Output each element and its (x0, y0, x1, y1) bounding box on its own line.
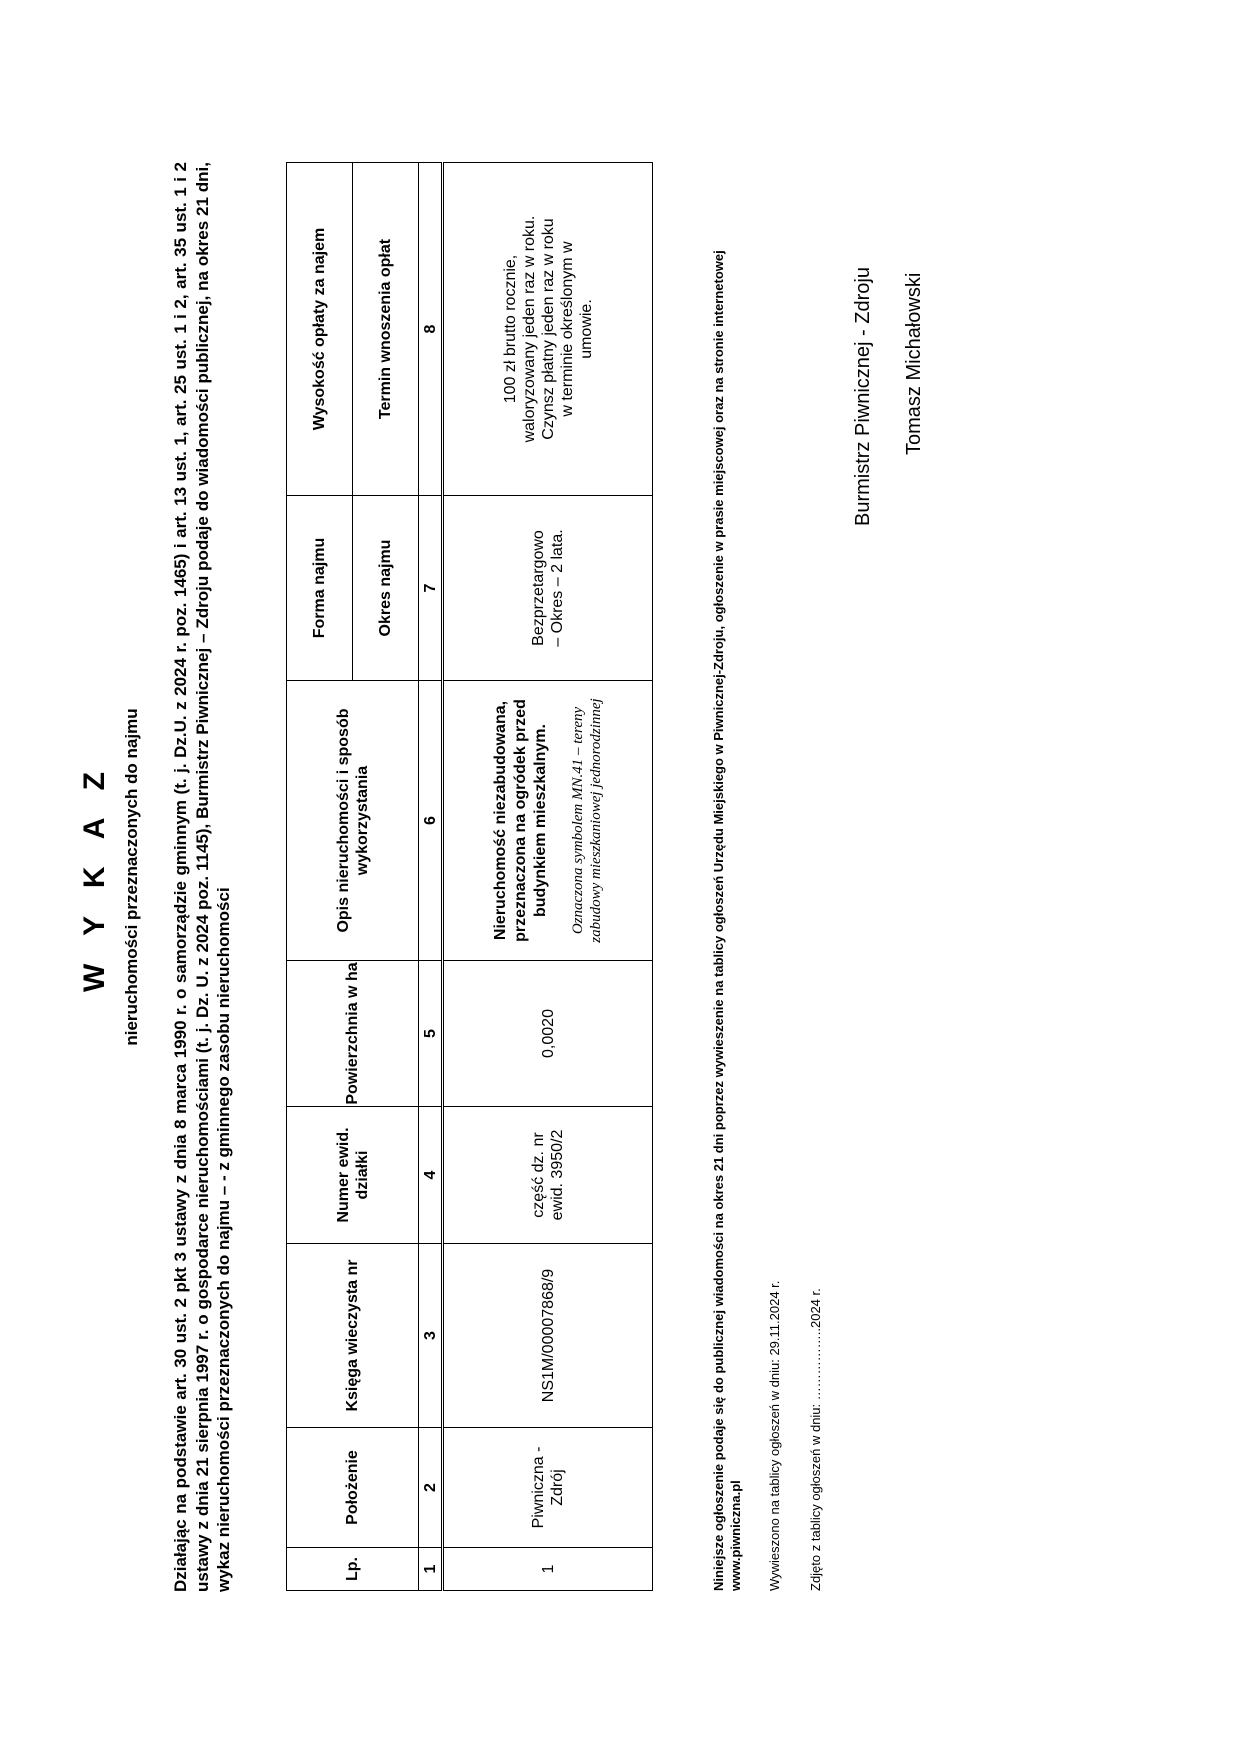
column-number: 2 (419, 1428, 443, 1548)
removed-date-line: Zdjęto z tablicy ogłoszeń w dniu: ……………..2024 r. (808, 1288, 823, 1591)
property-listing-table (286, 162, 653, 1591)
cell-ksiega-wieczysta: NS1M/00007868/9 (443, 1244, 653, 1428)
column-number: 4 (419, 1107, 443, 1244)
cell-numer-dzialki: część dz. nr ewid. 3950/2 (443, 1107, 653, 1244)
header-forma-najmu: Forma najmu (287, 496, 353, 681)
header-termin-oplat: Termin wnoszenia opłat (353, 163, 419, 496)
intro-paragraph: Działając na podstawie art. 30 ust. 2 pkt 3 ustawy z dnia 8 marca 1990 r. o samorządzie gminnym (t. j. Dz.U. z 2024 r. poz. 1465) i art. 13 ust. 1, art. 25 ust. 1 i 2, art. 35 ust. 1 i 2 ustawy z dnia 21 sierpnia 1997 r. o gospodarce nieruchomościami (t. j. Dz. U. z 2024 poz. 1145), Burmistrz Piwnicznej – Zdroju podaje do wiadomości publicznej, na okres 21 dni, wykaz nieruchomości przeznaczonych do najmu – - z gminnego zasobu nieruchomości (171, 162, 233, 1592)
column-number: 1 (419, 1548, 443, 1591)
table-row (443, 163, 653, 1591)
posted-date-line: Wywieszono na tablicy ogłoszeń w dniu: 29.11.2024 r. (767, 1280, 782, 1591)
header-opis: Opis nieruchomości i sposób wykorzystania (287, 681, 419, 961)
column-number: 6 (419, 681, 443, 961)
page-subtitle: nieruchomości przeznaczonych do najmu (122, 708, 141, 1046)
header-lp: Lp. (287, 1548, 419, 1591)
column-number: 8 (419, 163, 443, 496)
description-main: Nieruchomość niezabudowana, przeznaczona na ogródek przed budynkiem mieszkalnym. (492, 699, 549, 942)
publication-notice: Niniejsze ogłoszenie podaje się do publicznej wiadomości na okres 21 dni poprzez wywieszenie na tablicy ogłoszeń Urzędu Miejskiego w Piwnicznej-Zdroju, ogłoszenie w prasie miejscowej oraz na stronie internetowej www.piwniczna.pl (711, 250, 743, 1591)
header-wysokosc-oplaty: Wysokość opłaty za najem (287, 163, 353, 496)
column-number-row (419, 163, 443, 1591)
cell-oplata: 100 zł brutto rocznie, waloryzowany jeden raz w roku. Czynsz płatny jeden raz w roku w terminie określonym w umowie. (443, 163, 653, 496)
header-numer-dzialki: Numer ewid. działki (287, 1107, 419, 1244)
cell-lp: 1 (443, 1548, 653, 1591)
header-polozenie: Położenie (287, 1428, 419, 1548)
cell-opis (443, 681, 653, 961)
header-okres-najmu: Okres najmu (353, 496, 419, 681)
signature-name: Tomasz Michałowski (903, 272, 925, 455)
header-ksiega-wieczysta: Księga wieczysta nr (287, 1244, 419, 1428)
column-number: 3 (419, 1244, 443, 1428)
header-row (287, 163, 353, 1591)
cell-forma-okres: Bezprzetargowo – Okres – 2 lata. (443, 496, 653, 681)
description-zoning-note: Oznaczona symbolem MN.41 – tereny zabudowy mieszkaniowej jednorodzinnej (570, 698, 604, 943)
header-powierzchnia: Powierzchnia w ha (287, 961, 419, 1107)
column-number: 7 (419, 496, 443, 681)
signature-role: Burmistrz Piwnicznej - Zdroju (852, 267, 874, 526)
cell-polozenie: Piwniczna - Zdrój (443, 1428, 653, 1548)
cell-powierzchnia: 0,0020 (443, 961, 653, 1107)
column-number: 5 (419, 961, 443, 1107)
page-title: W Y K A Z (78, 762, 111, 993)
